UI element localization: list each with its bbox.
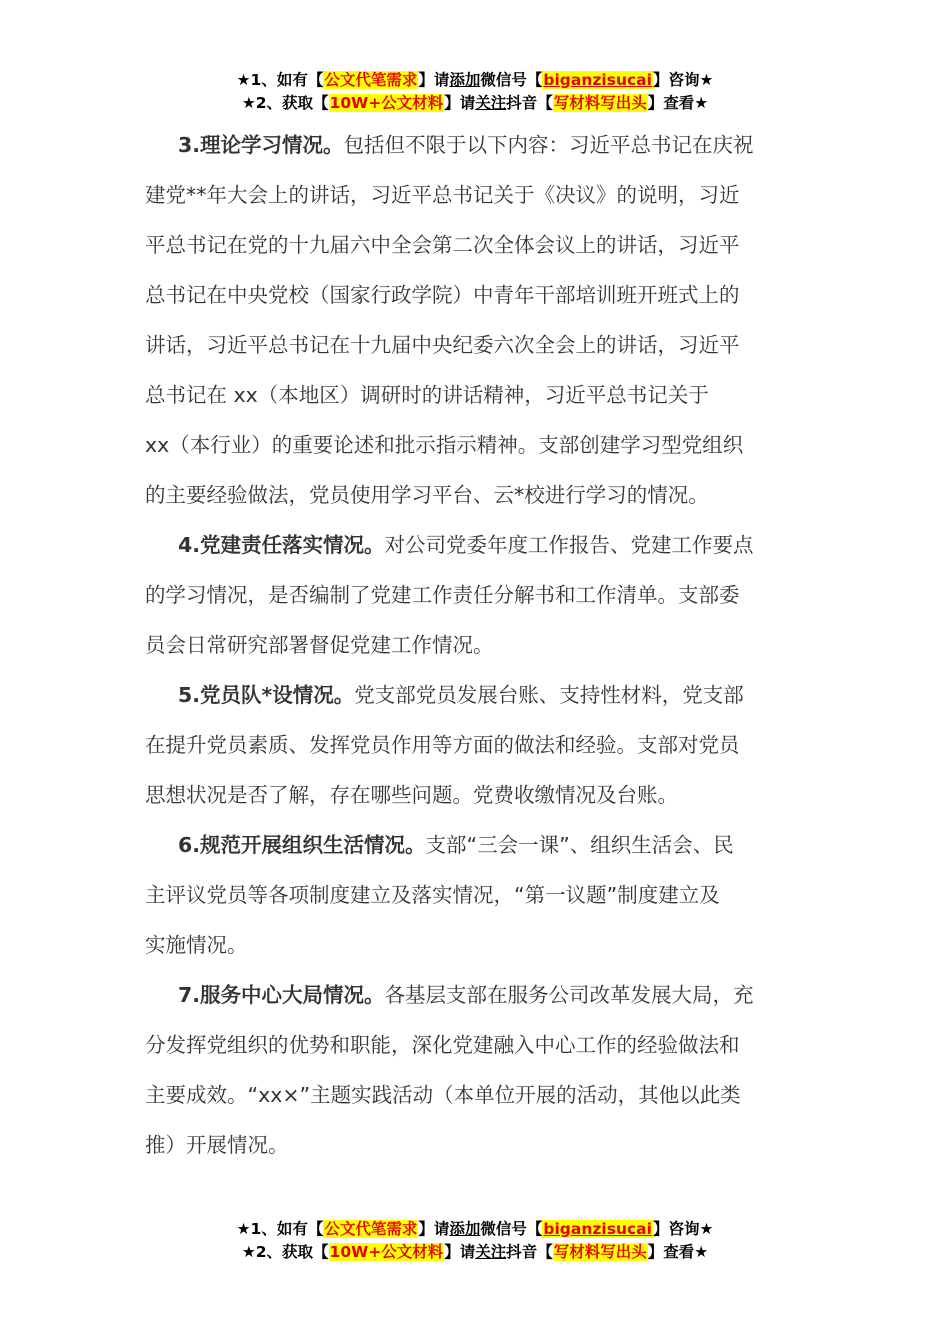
- section-member-team: [145, 670, 810, 820]
- underlined-word: 添加: [449, 1220, 481, 1238]
- section-heading: 5.党员队*设情况。: [178, 683, 355, 707]
- promo-text: ★2、获取【: [241, 1243, 329, 1261]
- promo-text: 微信号【: [480, 1220, 543, 1238]
- underlined-word: 关注: [475, 1243, 507, 1261]
- promo-text: ★2、获取【: [241, 94, 329, 112]
- body-line: 总书记在 xx（本地区）调研时的讲话精神，习近平总书记关于: [145, 383, 709, 407]
- promo-text: 】请: [444, 1243, 476, 1261]
- underlined-word: 添加: [449, 71, 481, 89]
- body-line: 员会日常研究部署督促党建工作情况。: [145, 633, 494, 657]
- body-line: 的主要经验做法，党员使用学习平台、云*校进行学习的情况。: [145, 483, 709, 507]
- promo-text: 抖音【: [506, 1243, 553, 1261]
- body-text: 党支部党员发展台账、支持性材料，党支部: [354, 683, 744, 707]
- body-line: 主评议党员等各项制度建立及落实情况，“第一议题”制度建立及: [145, 883, 720, 907]
- section-heading: 3.理论学习情况。: [178, 133, 344, 157]
- promo-line-2: [0, 92, 950, 115]
- paragraph-first-line: [145, 683, 744, 707]
- promo-text: ★1、如有【: [236, 1220, 324, 1238]
- paragraph-first-line: [145, 833, 734, 857]
- promo-line-1: [0, 69, 950, 92]
- body-line: 的学习情况，是否编制了党建工作责任分解书和工作清单。支部委: [145, 583, 740, 607]
- body-line: 推）开展情况。: [145, 1133, 289, 1157]
- body-line: 总书记在中央党校（国家行政学院）中青年干部培训班开班式上的: [145, 283, 740, 307]
- highlight-materials: 10W+公文材料: [329, 94, 444, 112]
- highlight-service: 公文代笔需求: [324, 71, 418, 89]
- paragraph-first-line: [145, 533, 754, 557]
- section-theory-study: [145, 120, 810, 520]
- highlight-service: 公文代笔需求: [324, 1220, 418, 1238]
- body-line: 平总书记在党的十九届六中全会第二次全体会议上的讲话，习近平: [145, 233, 740, 257]
- promo-line-1: [0, 1218, 950, 1241]
- promo-text: 】请: [418, 71, 450, 89]
- body-text: 包括但不限于以下内容：习近平总书记在庆祝: [343, 133, 754, 157]
- section-party-responsibility: [145, 520, 810, 670]
- paragraph-first-line: [145, 133, 754, 157]
- promo-text: 】请: [444, 94, 476, 112]
- paragraph-first-line: [145, 983, 754, 1007]
- promo-text: 】查看★: [647, 94, 709, 112]
- promo-text: 】请: [418, 1220, 450, 1238]
- document-body: [145, 120, 810, 1170]
- highlight-wechat-id: biganzisucai: [543, 1220, 652, 1238]
- section-serve-center: [145, 970, 810, 1170]
- section-heading: 6.规范开展组织生活情况。: [178, 833, 426, 857]
- promo-text: 】咨询★: [652, 71, 714, 89]
- body-line: 讲话，习近平总书记在十九届中央纪委六次全会上的讲话，习近平: [145, 333, 740, 357]
- promo-text: ★1、如有【: [236, 71, 324, 89]
- highlight-wechat-id: biganzisucai: [543, 71, 652, 89]
- body-text: 支部“三会一课”、组织生活会、民: [425, 833, 734, 857]
- highlight-douyin-account: 写材料写出头: [553, 94, 647, 112]
- section-heading: 4.党建责任落实情况。: [178, 533, 385, 557]
- body-line: 分发挥党组织的优势和职能，深化党建融入中心工作的经验做法和: [145, 1033, 740, 1057]
- bottom-promo-banner: [0, 1218, 950, 1264]
- body-line: xx（本行业）的重要论述和批示指示精神。支部创建学习型党组织: [145, 433, 744, 457]
- underlined-word: 关注: [475, 94, 507, 112]
- promo-text: 微信号【: [480, 71, 543, 89]
- body-line: 在提升党员素质、发挥党员作用等方面的做法和经验。支部对党员: [145, 733, 740, 757]
- highlight-douyin-account: 写材料写出头: [553, 1243, 647, 1261]
- promo-text: 】咨询★: [652, 1220, 714, 1238]
- body-line: 主要成效。“xx×”主题实践活动（本单位开展的活动，其他以此类: [145, 1083, 741, 1107]
- body-text: 各基层支部在服务公司改革发展大局，充: [384, 983, 754, 1007]
- promo-text: 】查看★: [647, 1243, 709, 1261]
- highlight-materials: 10W+公文材料: [329, 1243, 444, 1261]
- section-organizational-life: [145, 820, 810, 970]
- body-line: 实施情况。: [145, 933, 248, 957]
- promo-text: 抖音【: [506, 94, 553, 112]
- body-text: 对公司党委年度工作报告、党建工作要点: [384, 533, 754, 557]
- promo-line-2: [0, 1241, 950, 1264]
- body-line: 思想状况是否了解，存在哪些问题。党费收缴情况及台账。: [145, 783, 678, 807]
- top-promo-banner: [0, 69, 950, 115]
- section-heading: 7.服务中心大局情况。: [178, 983, 385, 1007]
- body-line: 建党**年大会上的讲话，习近平总书记关于《决议》的说明，习近: [145, 183, 740, 207]
